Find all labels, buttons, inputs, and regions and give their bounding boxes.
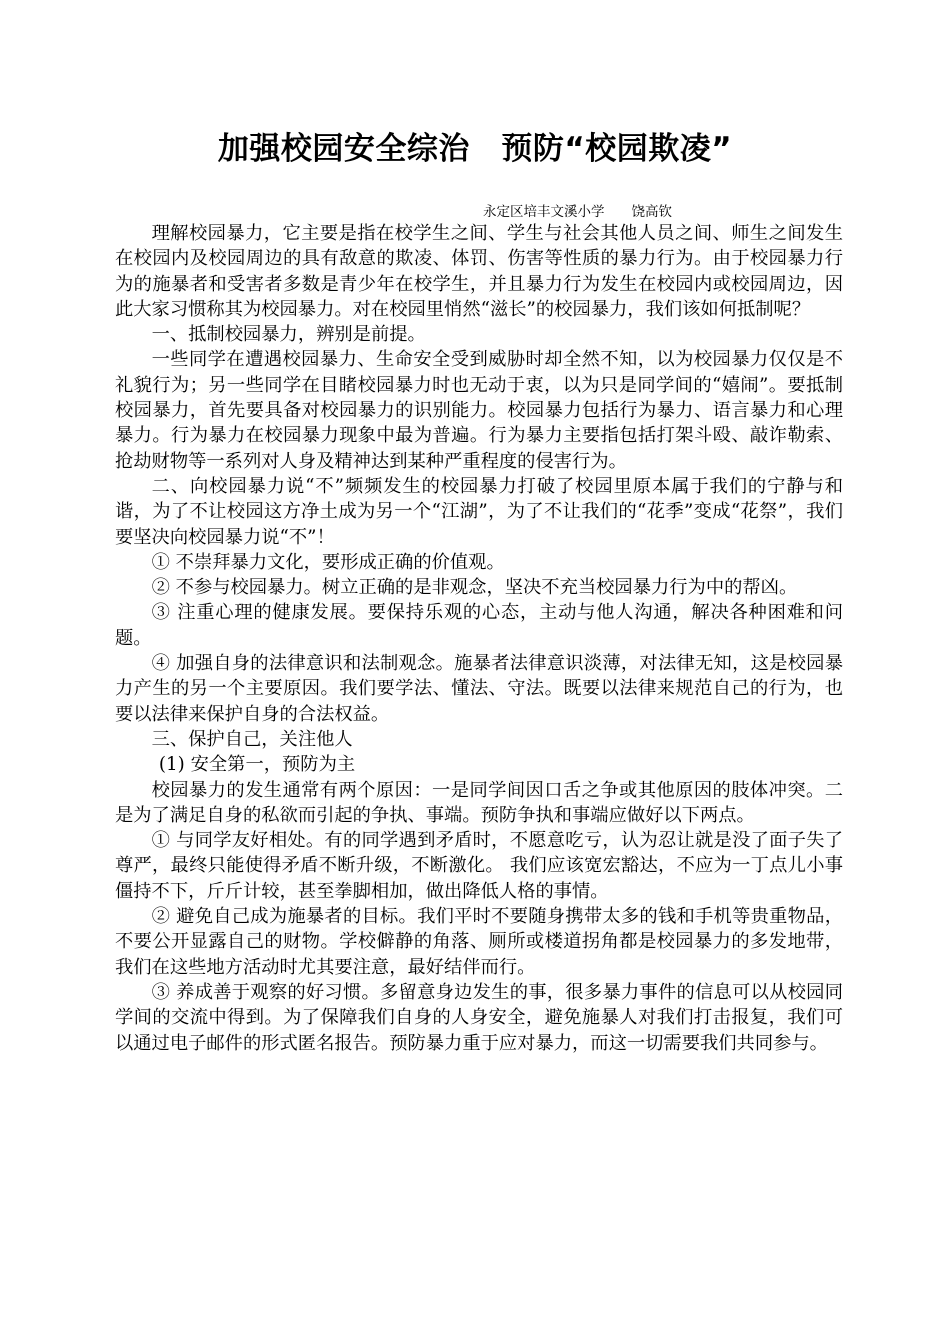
list-item: ① 不崇拜暴力文化，要形成正确的价值观。	[151, 551, 505, 573]
list-item: ① 与同学友好相处。有的同学遇到矛盾时，不愿意吃亏，认为忍让就是没了面子失了尊严，最终只能使得矛盾不断升级，不断激化。 我们应该宽宏豁达，不应为一丁点儿小事僵持不下，斤斤计较，甚至拳脚相加，做出降低人格的事情。	[115, 830, 843, 902]
list-item: ④ 加强自身的法律意识和法制观念。施暴者法律意识淡薄，对法律无知，这是校园暴力产生的另一个主要原因。我们要学法、懂法、守法。既要以法律来规范自己的行为，也要以法律来保护自身的合法权益。	[115, 653, 843, 725]
subsection-heading: (1) 安全第一，预防为主	[158, 754, 356, 776]
list-item: ③ 注重心理的健康发展。要保持乐观的心态，主动与他人沟通，解决各种困难和问题。	[115, 602, 843, 649]
section-heading-paragraph: 二、向校园暴力说“不”频频发生的校园暴力打破了校园里原本属于我们的宁静与和谐，为了不让校园这方净土成为另一个“江湖”，为了不让我们的“花季”变成“花祭”，我们要坚决向校园暴力说“不”！	[115, 475, 843, 548]
paragraph: 一些同学在遭遇校园暴力、生命安全受到威胁时却全然不知，以为校园暴力仅仅是不礼貌行为；另一些同学在目睹校园暴力时也无动于衷，以为只是同学间的“嬉闹”。要抵制校园暴力，首先要具备对校园暴力的识别能力。校园暴力包括行为暴力、语言暴力和心理暴力。行为暴力在校园暴力现象中最为普遍。行为暴力主要指包括打架斗殴、敲诈勒索、抢劫财物等一系列对人身及精神达到某种严重程度的侵害行为。	[115, 349, 843, 472]
section-heading: 三、保护自己，关注他人	[151, 728, 353, 750]
paragraph: 理解校园暴力，它主要是指在校学生之间、学生与社会其他人员之间、师生之间发生在校园内及校园周边的具有敌意的欺凌、体罚、伤害等性质的暴力行为。由于校园暴力行为的施暴者和受害者多数是青少年在校学生，并且暴力行为发生在校园内或校园周边，因此大家习惯称其为校园暴力。对在校园里悄然“滋长”的校园暴力，我们该如何抵制呢？	[115, 223, 843, 320]
list-item: ③ 养成善于观察的好习惯。多留意身边发生的事，很多暴力事件的信息可以从校园同学间的交流中得到。为了保障我们自身的人身安全，避免施暴人对我们打击报复，我们可以通过电子邮件的形式匿名报告。预防暴力重于应对暴力，而这一切需要我们共同参与。	[115, 981, 843, 1054]
author-line: 永定区培丰文溪小学 饶高钦	[483, 204, 672, 220]
list-item: ② 不参与校园暴力。树立正确的是非观念，坚决不充当校园暴力行为中的帮凶。	[151, 577, 798, 599]
list-item: ② 避免自己成为施暴者的目标。我们平时不要随身携带太多的钱和手机等贵重物品，不要公开显露自己的财物。学校僻静的角落、厕所或楼道拐角都是校园暴力的多发地带，我们在这些地方活动时尤其要注意，最好结伴而行。	[115, 906, 843, 978]
section-heading: 一、抵制校园暴力，辨别是前提。	[151, 324, 426, 346]
paragraph: 校园暴力的发生通常有两个原因：一是同学间因口舌之争或其他原因的肢体冲突。二是为了满足自身的私欲而引起的争执、事端。预防争执和事端应做好以下两点。	[115, 779, 843, 826]
document-body	[115, 221, 843, 1056]
document-title: 加强校园安全综治 预防“校园欺凌”	[217, 131, 733, 167]
